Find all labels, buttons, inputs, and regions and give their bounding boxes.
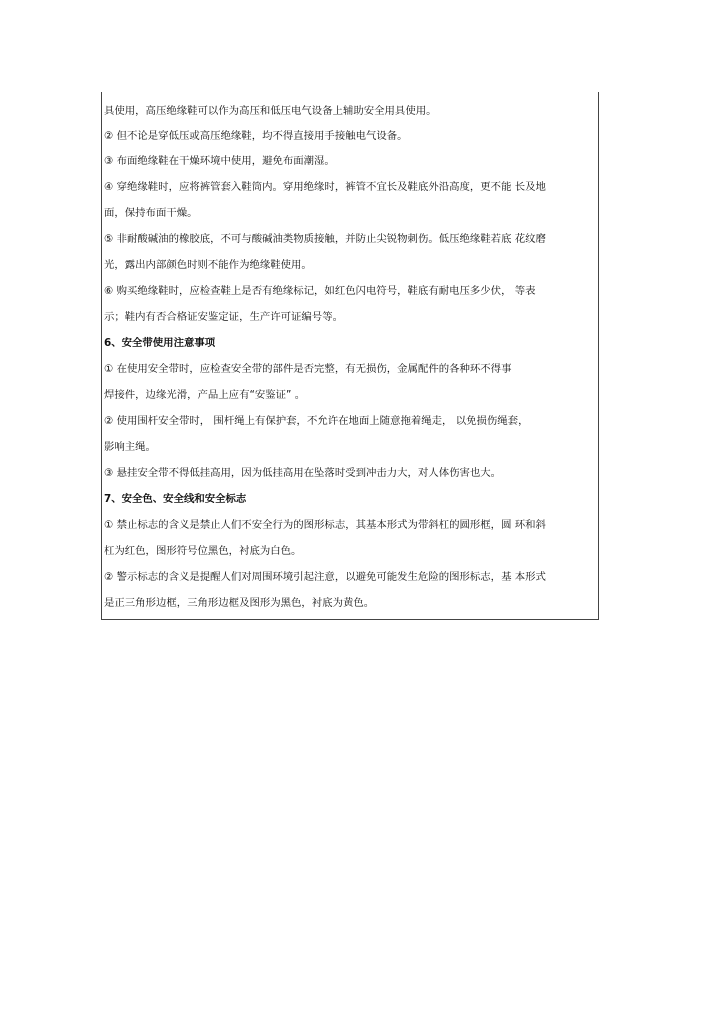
text-line-13: ② 使用围杆安全带时， 围杆绳上有保护套，不允许在地面上随意拖着绳走， 以免损伤绳套， — [104, 415, 529, 427]
text-line-4: ④ 穿绝缘鞋时，应将裤管套入鞋筒内。穿用绝缘时，裤管不宜长及鞋底外沿高度，更不能 长及地 — [104, 181, 546, 193]
text-line-1: 具使用，高压绝缘鞋可以作为高压和低压电气设备上辅助安全用具使用。 — [104, 105, 437, 117]
section-heading-7: 7、安全色、安全线和安全标志 — [104, 493, 247, 505]
section-heading-6: 6、安全带使用注意事项 — [104, 337, 216, 349]
text-line-20: 是正三角形边框，三角形边框及图形为黑色，衬底为黄色。 — [104, 597, 375, 609]
text-line-9: 示；鞋内有否合格证安鉴定证，生产许可证编号等。 — [104, 311, 343, 323]
text-line-5: 面，保持布面干燥。 — [104, 207, 198, 219]
text-line-18: 杠为红色，图形符号位黑色，衬底为白色。 — [104, 545, 302, 557]
text-line-12: 焊接件，边缘光滑，产品上应有“安鉴证” 。 — [104, 389, 306, 401]
text-line-7: 光，露出内部颜色时则不能作为绝缘鞋使用。 — [104, 259, 312, 271]
text-line-15: ③ 悬挂安全带不得低挂高用，因为低挂高用在坠落时受到冲击力大，对人体伤害也大。 — [104, 467, 502, 479]
text-line-19: ② 警示标志的含义是提醒人们对周围环境引起注意，以避免可能发生危险的图形标志，基 本形式 — [104, 571, 546, 583]
text-line-14: 影响主绳。 — [104, 441, 156, 453]
text-line-17: ① 禁止标志的含义是禁止人们不安全行为的图形标志，其基本形式为带斜杠的圆形框，圆 环和斜 — [104, 519, 546, 531]
text-line-3: ③ 布面绝缘鞋在干燥环境中使用，避免布面潮湿。 — [104, 155, 335, 167]
text-line-2: ② 但不论是穿低压或高压绝缘鞋，均不得直接用手接触电气设备。 — [104, 130, 408, 142]
text-line-11: ① 在使用安全带时，应检查安全带的部件是否完整，有无损伤，金属配件的各种环不得事 — [104, 363, 512, 375]
document-content-box — [101, 92, 599, 620]
text-line-8: ⑥ 购买绝缘鞋时，应检查鞋上是否有绝缘标记，如红色闪电符号，鞋底有耐电压多少伏， 等表 — [104, 285, 536, 297]
text-line-6: ⑤ 非耐酸碱油的橡胶底，不可与酸碱油类物质接触，并防止尖锐物刺伤。低压绝缘鞋若底 花纹磨 — [104, 233, 546, 245]
